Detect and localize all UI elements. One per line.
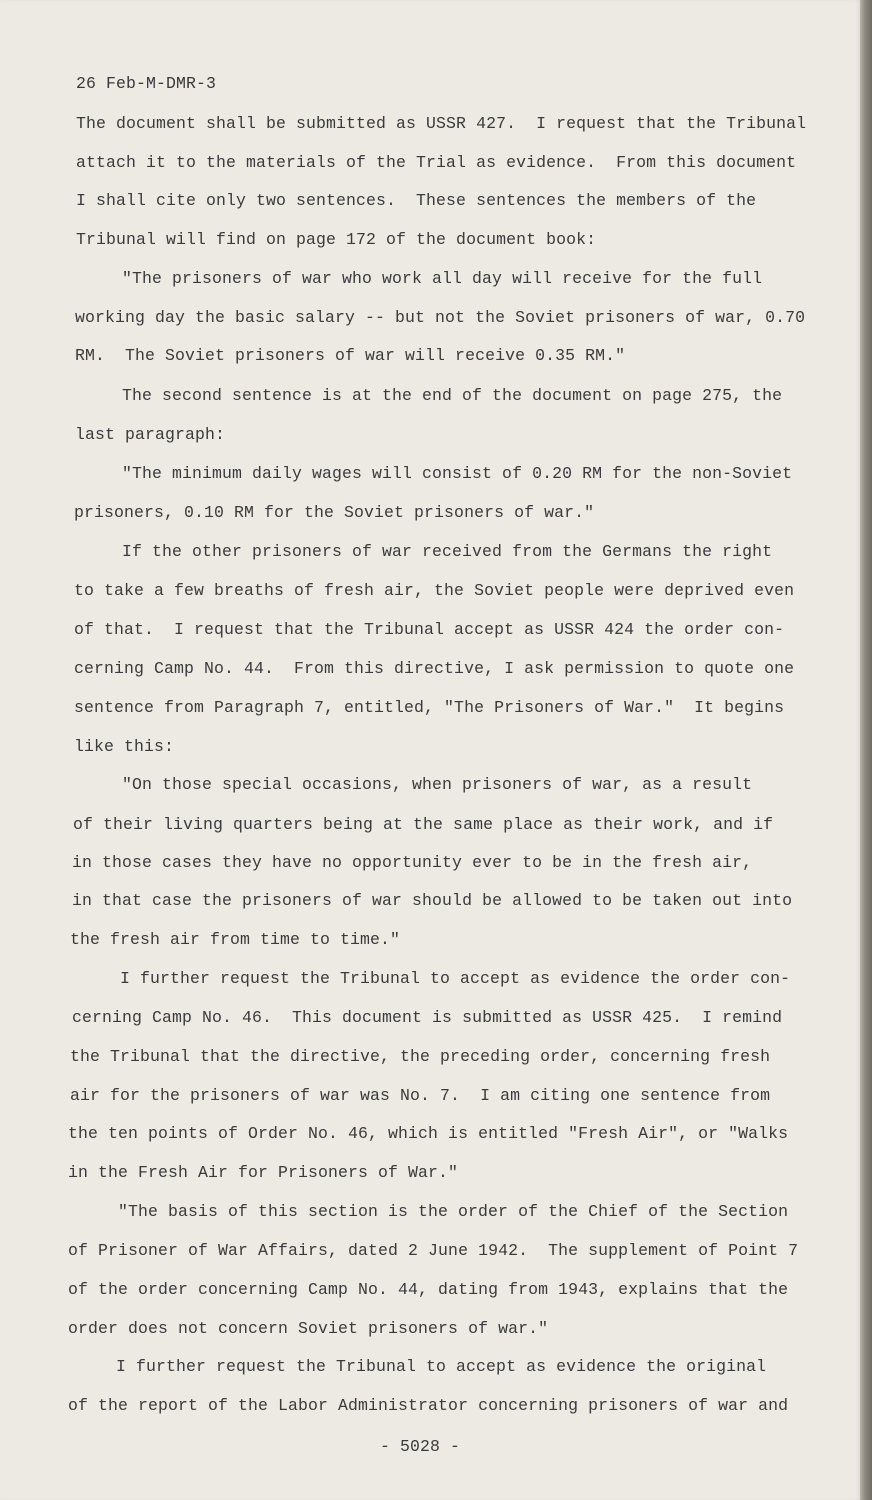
text-line: in that case the prisoners of war should be allowed to be taken out into <box>72 891 793 910</box>
text-line: of Prisoner of War Affairs, dated 2 June 1942. The supplement of Point 7 <box>68 1241 799 1260</box>
text-line: If the other prisoners of war received from the Germans the right <box>122 542 773 561</box>
page-edge <box>860 0 872 1500</box>
text-line: sentence from Paragraph 7, entitled, "The Prisoners of War." It begins <box>74 698 785 717</box>
text-line: last paragraph: <box>75 425 226 444</box>
text-line: "The minimum daily wages will consist of 0.20 RM for the non-Soviet <box>122 464 793 483</box>
page-number: - 5028 - <box>380 1437 461 1456</box>
text-line: working day the basic salary -- but not the Soviet prisoners of war, 0.70 <box>75 308 806 327</box>
text-line: order does not concern Soviet prisoners of war." <box>68 1319 549 1338</box>
text-line: RM. The Soviet prisoners of war will receive 0.35 RM." <box>75 346 626 365</box>
text-line: I further request the Tribunal to accept as evidence the order con- <box>120 969 791 988</box>
text-line: like this: <box>74 737 175 756</box>
text-line: The document shall be submitted as USSR 427. I request that the Tribunal <box>76 114 807 133</box>
text-line: cerning Camp No. 46. This document is submitted as USSR 425. I remind <box>72 1008 783 1027</box>
text-line: the Tribunal that the directive, the preceding order, concerning fresh <box>70 1047 771 1066</box>
text-line: of the order concerning Camp No. 44, dating from 1943, explains that the <box>68 1280 789 1299</box>
text-line: air for the prisoners of war was No. 7. I am citing one sentence from <box>70 1086 771 1105</box>
text-line: attach it to the materials of the Trial as evidence. From this document <box>76 153 797 172</box>
text-line: I further request the Tribunal to accept as evidence the original <box>116 1357 767 1376</box>
text-line: The second sentence is at the end of the document on page 275, the <box>122 386 783 405</box>
text-line: "The prisoners of war who work all day will receive for the full <box>122 269 763 288</box>
text-line: the fresh air from time to time." <box>70 930 401 949</box>
text-line: "The basis of this section is the order of the Chief of the Section <box>118 1202 789 1221</box>
text-line: "On those special occasions, when prisoners of war, as a result <box>122 775 753 794</box>
text-line: in those cases they have no opportunity ever to be in the fresh air, <box>72 853 753 872</box>
text-line: of the report of the Labor Administrator concerning prisoners of war and <box>68 1396 789 1415</box>
text-line: the ten points of Order No. 46, which is entitled "Fresh Air", or "Walks <box>68 1124 789 1143</box>
text-line: in the Fresh Air for Prisoners of War." <box>68 1163 459 1182</box>
text-line: of their living quarters being at the same place as their work, and if <box>73 815 774 834</box>
text-line: to take a few breaths of fresh air, the Soviet people were deprived even <box>74 581 795 600</box>
text-line: Tribunal will find on page 172 of the document book: <box>76 230 597 249</box>
text-line: of that. I request that the Tribunal accept as USSR 424 the order con- <box>74 620 785 639</box>
text-line: prisoners, 0.10 RM for the Soviet prisoners of war." <box>74 503 595 522</box>
document-header: 26 Feb-M-DMR-3 <box>76 74 217 93</box>
text-line: I shall cite only two sentences. These sentences the members of the <box>76 191 757 210</box>
text-line: cerning Camp No. 44. From this directive, I ask permission to quote one <box>74 659 795 678</box>
